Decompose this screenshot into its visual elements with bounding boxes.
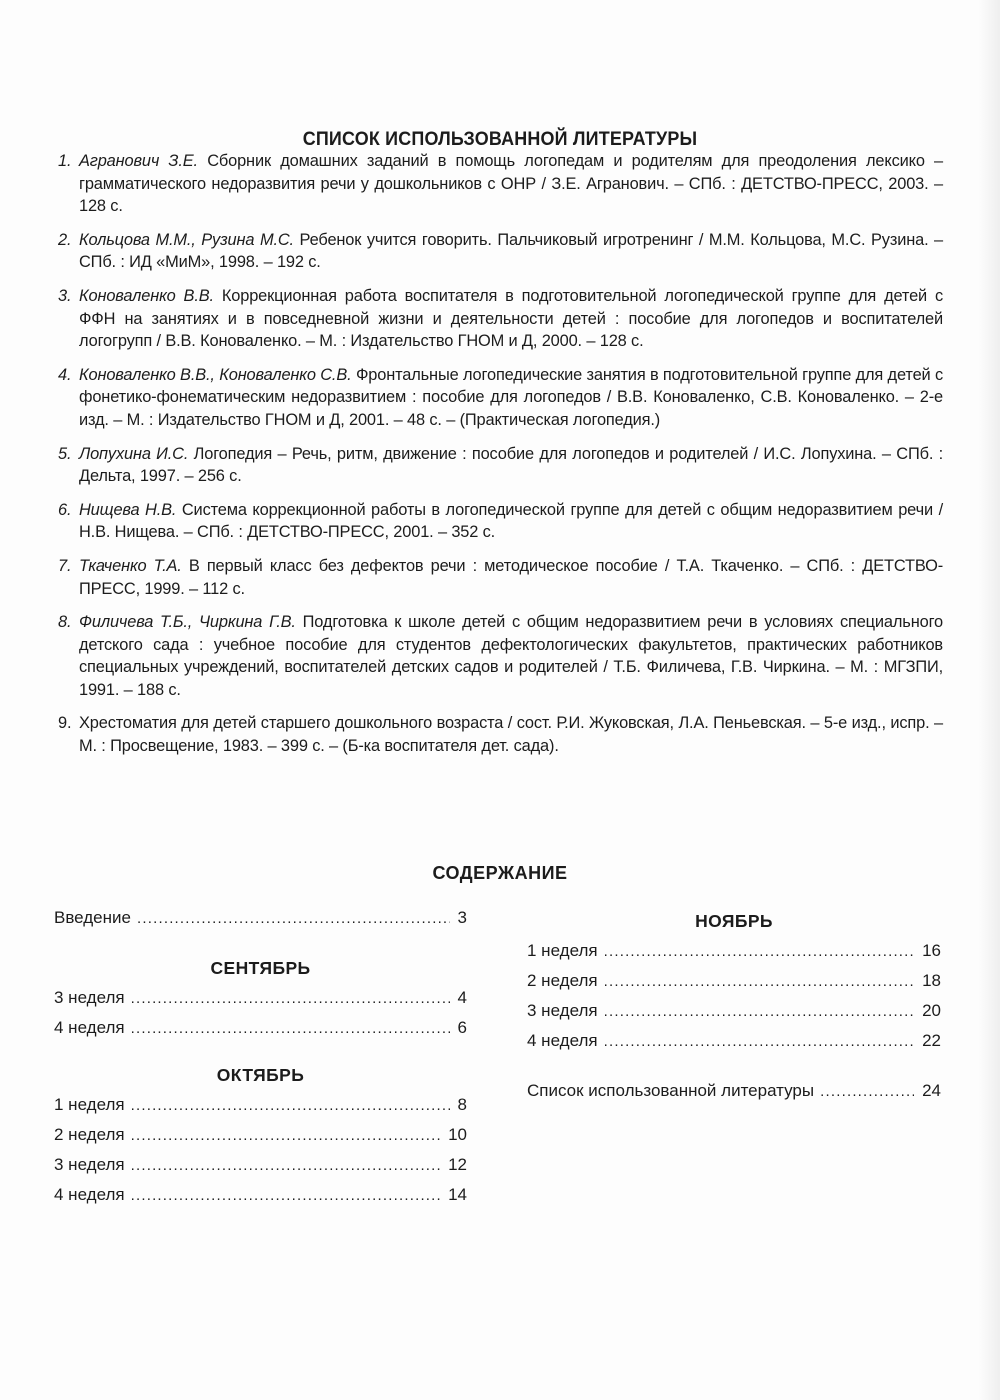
leader-dots	[137, 904, 450, 933]
leader-dots	[604, 1027, 914, 1056]
entry-number: 1.	[58, 152, 72, 170]
toc-page-number: 24	[922, 1081, 941, 1100]
bibliography-list	[58, 150, 943, 769]
entry-text: Ребенок учится говорить. Пальчиковый игротренинг / М.М. Кольцова, М.С. Рузина. – СПб. : ИД «МиМ», 1998. – 192 с.	[79, 230, 944, 272]
toc-page-number: 22	[922, 1031, 941, 1050]
entry-author: Ткаченко Т.А.	[79, 556, 182, 575]
entry-number: 4.	[58, 365, 72, 384]
entry-text: Подготовка к школе детей с общим недоразвитием речи в условиях специального детского сада : учебное пособие для студентов дефектологических факультетов, практических работников специальных учреждений, воспитателей детских садов и родителей / Т.Б. Филичева, Г.В. Чиркина. – М. : МГЗПИ, 1991. – 188 с.	[79, 613, 943, 699]
entry-number: 6.	[58, 500, 72, 519]
entry-author: Филичева Т.Б., Чиркина Г.В.	[79, 613, 296, 632]
leader-dots	[131, 1181, 440, 1210]
toc-entry-label: 3 неделя	[54, 1155, 125, 1174]
toc-entry[interactable]	[54, 1120, 467, 1150]
toc-page-number: 18	[922, 971, 941, 990]
entry-author: Коноваленко В.В.	[79, 286, 214, 305]
entry-text: В первый класс без дефектов речи : методическое пособие / Т.А. Ткаченко. – СПб. : ДЕТСТВО-ПРЕСС, 1999. – 112 с.	[79, 556, 943, 598]
toc-section-november: НОЯБРЬ	[695, 911, 773, 931]
toc-entry-label: 1 неделя	[54, 1095, 125, 1114]
toc-entry[interactable]	[527, 996, 941, 1026]
toc-page-number: 20	[922, 1001, 941, 1020]
toc-entry-intro[interactable]	[54, 903, 467, 933]
entry-text: Фронтальные логопедические занятия в подготовительной группе для детей с фонетико-фонематическим недоразвитием : пособие для логопедов / В.В. Коноваленко, С.В. Коноваленко. – 2-е изд. – М. : Издательство ГНОМ и Д, 2001. – 48 с. – (Практическая логопедия.)	[79, 365, 943, 429]
bibliography-entry	[58, 150, 943, 218]
toc-entry-label: 2 неделя	[54, 1125, 125, 1144]
leader-dots	[131, 1121, 440, 1150]
toc-page-number: 16	[922, 941, 941, 960]
toc-page-number: 6	[457, 1018, 467, 1037]
bibliography-title: СПИСОК ИСПОЛЬЗОВАННОЙ ЛИТЕРАТУРЫ	[302, 128, 698, 151]
leader-dots	[604, 997, 914, 1026]
scan-edge-shadow	[978, 0, 1000, 1400]
toc-entry-label: Введение	[54, 908, 131, 927]
entry-text: Сборник домашних заданий в помощь логопедам и родителям для преодоления лексико – грамматического недоразвития речи у дошкольников с ОНР / З.Е. Агранович. – СПб. : ДЕТСТВО-ПРЕСС, 2003. – 128 с.	[79, 152, 944, 216]
entry-text: Логопедия – Речь, ритм, движение : пособие для логопедов и родителей / И.С. Лопухина. – СПб. : Дельта, 1997. – 256 с.	[79, 444, 944, 486]
toc-page-number: 3	[457, 908, 467, 927]
toc-entry[interactable]	[54, 983, 467, 1013]
bibliography-entry	[58, 285, 943, 353]
entry-author: Агранович З.Е.	[79, 152, 198, 170]
toc-entry-label: 3 неделя	[527, 1001, 598, 1020]
leader-dots	[131, 1151, 440, 1180]
entry-number: 5.	[58, 444, 72, 463]
bibliography-entry	[58, 712, 943, 757]
bibliography-entry	[58, 555, 943, 600]
toc-entry[interactable]	[54, 1180, 467, 1210]
toc-right-column	[527, 906, 941, 1106]
entry-number: 2.	[58, 230, 72, 249]
toc-left-column	[54, 903, 467, 1210]
toc-section-october: ОКТЯБРЬ	[216, 1065, 305, 1085]
toc-title: СОДЕРЖАНИЕ	[432, 862, 568, 883]
toc-entry-label: 2 неделя	[527, 971, 598, 990]
entry-number: 9.	[58, 714, 72, 733]
entry-number: 8.	[58, 613, 72, 632]
leader-dots	[131, 984, 450, 1013]
bibliography-entry	[58, 443, 943, 488]
toc-section-september: СЕНТЯБРЬ	[210, 958, 311, 978]
toc-entry-label: 3 неделя	[54, 988, 125, 1007]
bibliography-entry	[58, 611, 943, 701]
bibliography-entry	[58, 499, 943, 544]
entry-author: Лопухина И.С.	[79, 444, 189, 463]
entry-number: 3.	[58, 286, 72, 305]
leader-dots	[131, 1091, 450, 1120]
bibliography-entry	[58, 229, 943, 274]
toc-entry-label: Список использованной литературы	[527, 1081, 815, 1100]
toc-page-number: 10	[448, 1125, 467, 1144]
toc-page-number: 14	[448, 1185, 467, 1204]
toc-entry[interactable]	[54, 1150, 467, 1180]
entry-text: Хрестоматия для детей старшего дошкольного возраста / сост. Р.И. Жуковская, Л.А. Пеньевская. – 5-е изд., испр. – М. : Просвещение, 1983. – 399 с. – (Б-ка воспитателя дет. сада).	[79, 714, 943, 756]
toc-entry[interactable]	[527, 1026, 941, 1056]
leader-dots	[820, 1077, 914, 1106]
toc-entry-bibliography[interactable]	[527, 1076, 941, 1106]
toc-entry-label: 4 неделя	[54, 1018, 125, 1037]
entry-author: Нищева Н.В.	[79, 500, 177, 519]
toc-entry-label: 4 неделя	[54, 1185, 125, 1204]
toc-page-number: 12	[448, 1155, 467, 1174]
entry-text: Система коррекционной работы в логопедической группе для детей с общим недоразвитием речи / Н.В. Нищева. – СПб. : ДЕТСТВО-ПРЕСС, 2001. – 352 с.	[79, 500, 943, 542]
entry-author: Коноваленко В.В., Коноваленко С.В.	[79, 365, 352, 384]
toc-entry[interactable]	[527, 966, 941, 996]
entry-number: 7.	[58, 556, 72, 575]
toc-entry[interactable]	[54, 1090, 467, 1120]
leader-dots	[604, 967, 914, 996]
toc-entry[interactable]	[54, 1013, 467, 1043]
toc-entry-label: 4 неделя	[527, 1031, 598, 1050]
entry-author: Кольцова М.М., Рузина М.С.	[79, 230, 294, 249]
bibliography-entry	[58, 364, 943, 432]
leader-dots	[604, 937, 914, 966]
toc-entry-label: 1 неделя	[527, 941, 598, 960]
leader-dots	[131, 1014, 450, 1043]
toc-page-number: 4	[457, 988, 467, 1007]
toc-entry[interactable]	[527, 936, 941, 966]
entry-text: Коррекционная работа воспитателя в подготовительной логопедической группе для детей с ФФН на занятиях и в повседневной жизни и деятельности детей : пособие для логопедов и воспитателей логогрупп / В.В. Коноваленко. – М. : Издательство ГНОМ и Д, 2000. – 128 с.	[79, 286, 944, 351]
toc-page-number: 8	[457, 1095, 467, 1114]
